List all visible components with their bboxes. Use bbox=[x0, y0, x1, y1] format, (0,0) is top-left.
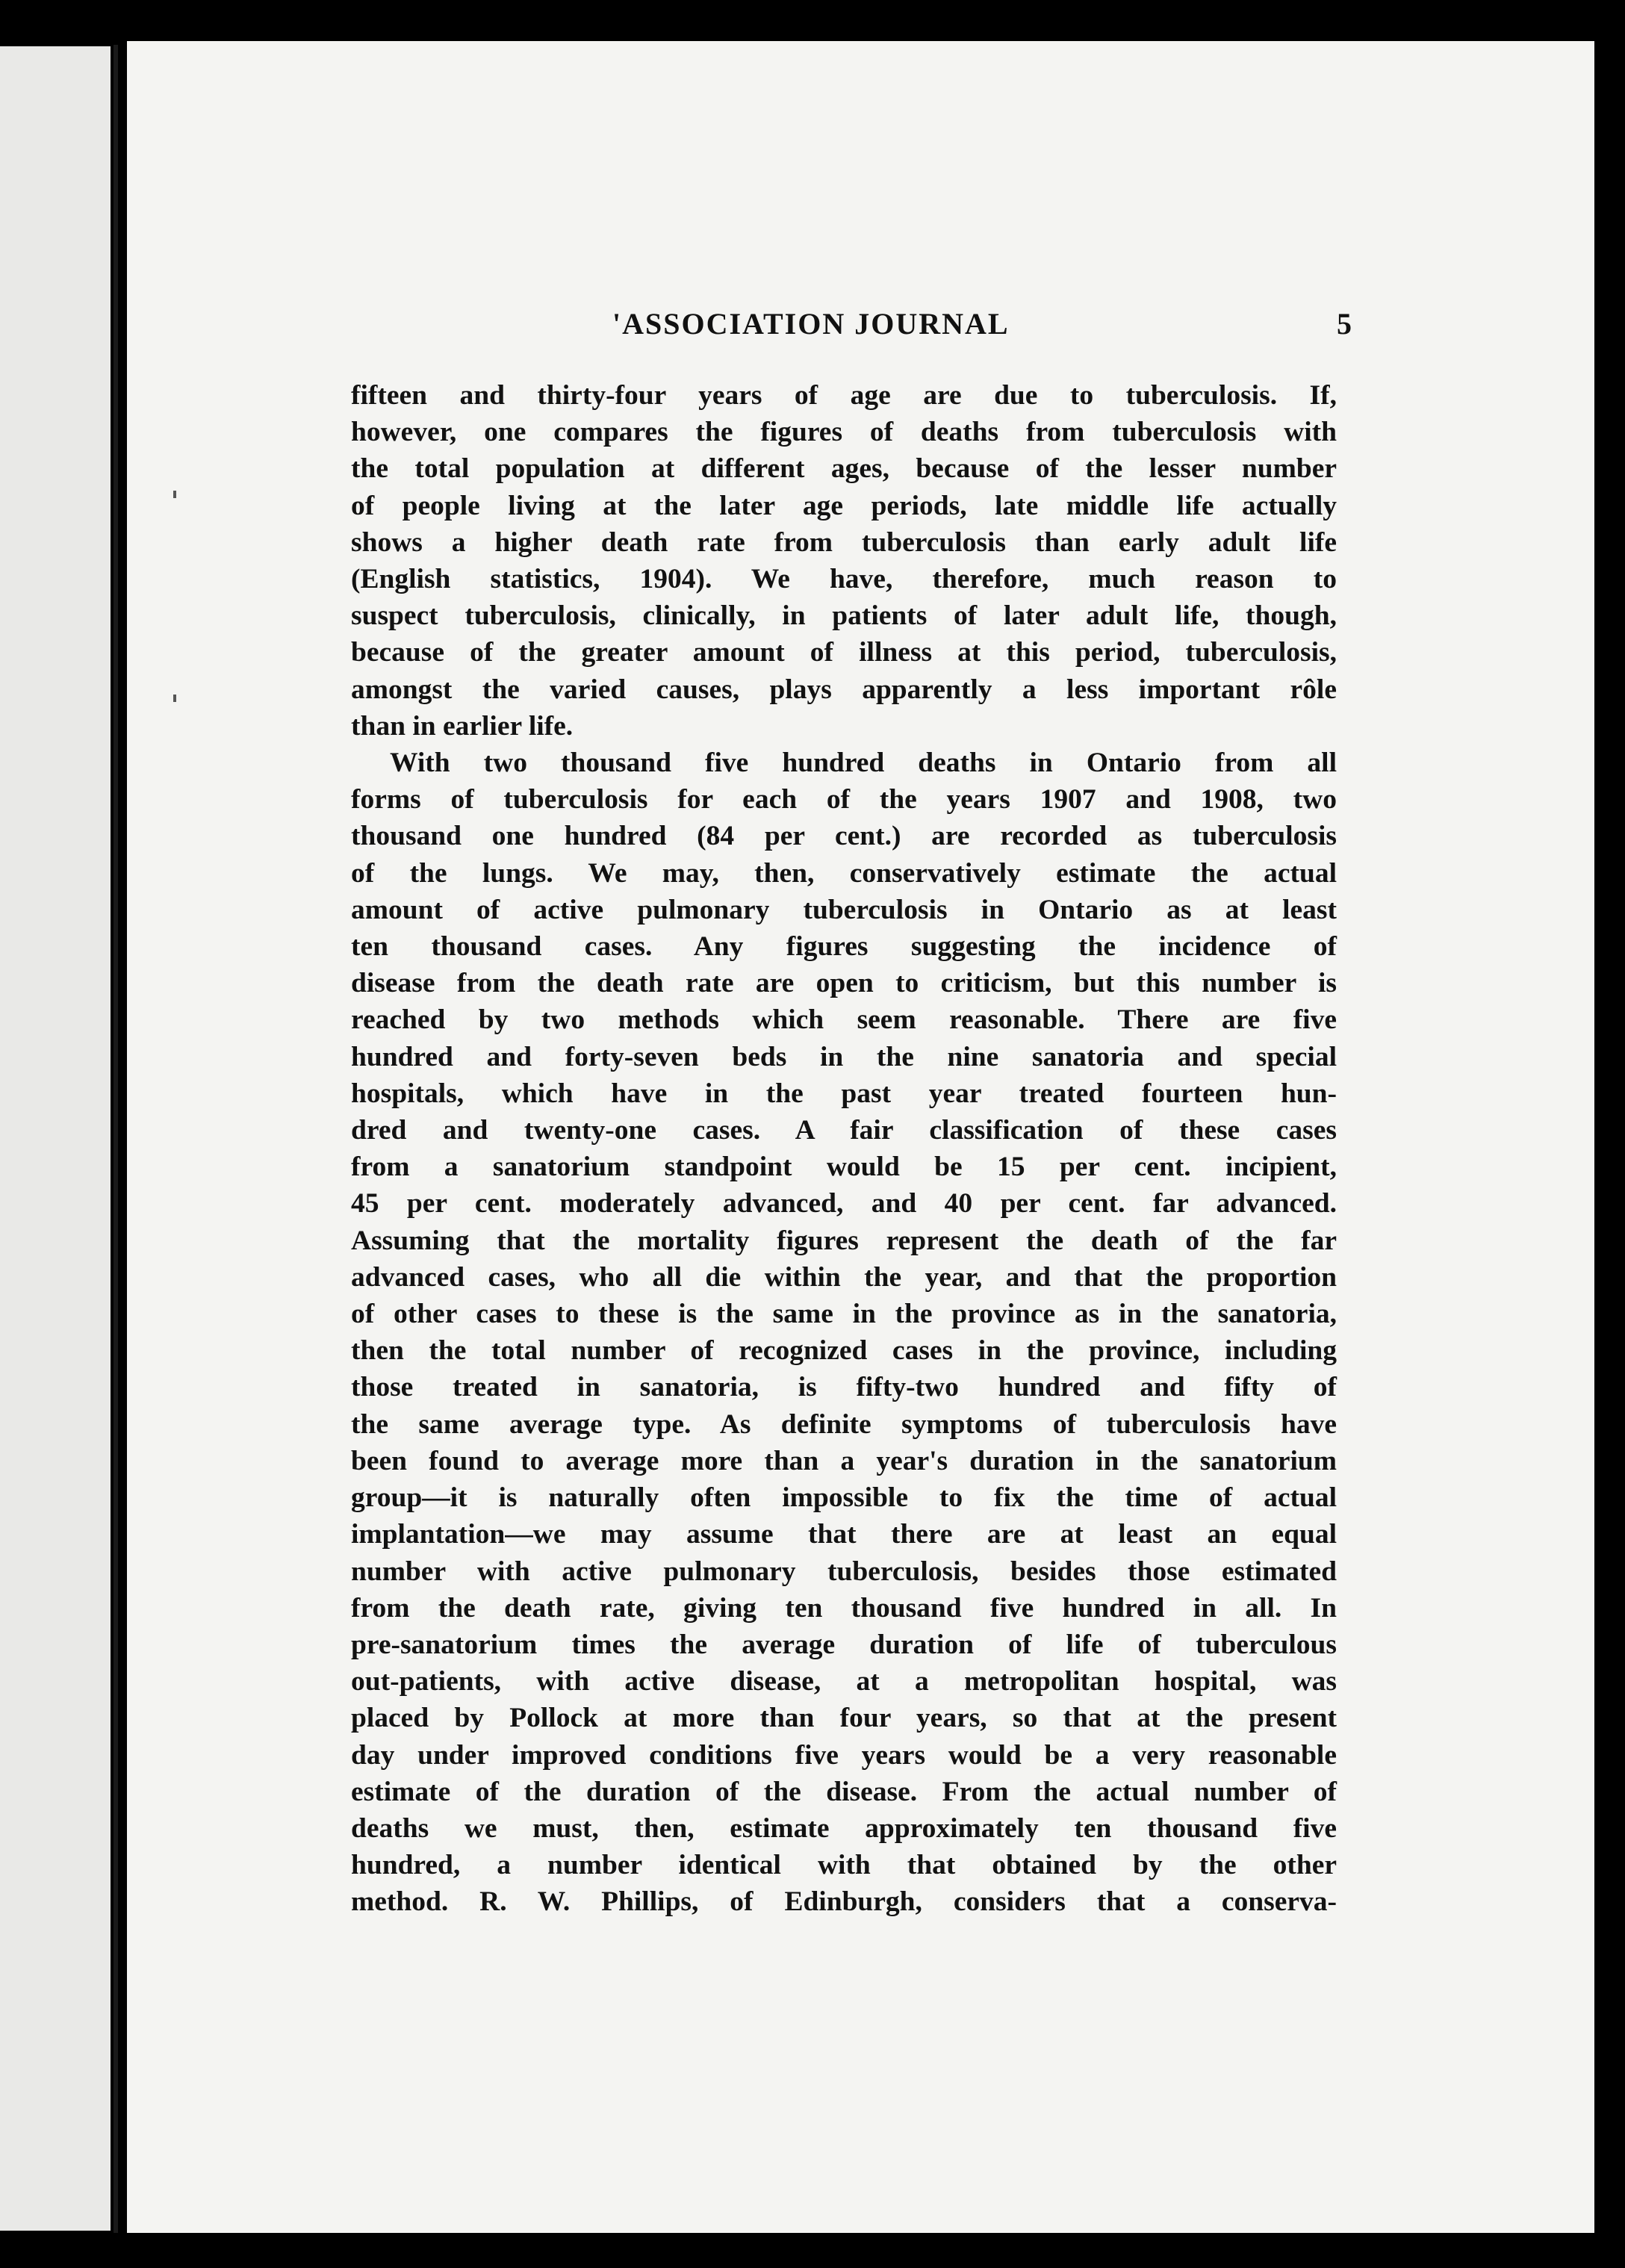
page-header bbox=[612, 306, 1352, 344]
body-text bbox=[351, 377, 1337, 1921]
text-line: implantation—we may assume that there are at least an equal bbox=[351, 1519, 1337, 1550]
text-line: of the lungs. We may, then, conservatively estimate the actual bbox=[351, 857, 1337, 889]
text-line: out-patients, with active disease, at a metropolitan hospital, was bbox=[351, 1666, 1337, 1697]
text-line: hospitals, which have in the past year treated fourteen hun- bbox=[351, 1078, 1337, 1109]
text-line: than in earlier life. bbox=[351, 710, 574, 742]
text-line: been found to average more than a year's duration in the sanatorium bbox=[351, 1445, 1337, 1476]
text-line: of other cases to these is the same in the province as in the sanatoria, bbox=[351, 1299, 1337, 1330]
scan-speck bbox=[173, 491, 176, 498]
text-line: deaths we must, then, estimate approximately ten thousand five bbox=[351, 1812, 1337, 1844]
text-line: reached by two methods which seem reasonable. There are five bbox=[351, 1004, 1337, 1036]
text-line: method. R. W. Phillips, of Edinburgh, considers that a conserva- bbox=[351, 1886, 1337, 1918]
text-line: Assuming that the mortality figures represent the death of the far bbox=[351, 1225, 1337, 1256]
text-line: number with active pulmonary tuberculosis, besides those estimated bbox=[351, 1556, 1337, 1587]
page-gutter bbox=[114, 45, 118, 2233]
text-line: amount of active pulmonary tuberculosis in Ontario as at least bbox=[351, 894, 1337, 925]
text-line: disease from the death rate are open to criticism, but this number is bbox=[351, 968, 1337, 999]
facing-page-edge bbox=[0, 46, 111, 2231]
text-line: estimate of the duration of the disease. From the actual number of bbox=[351, 1776, 1337, 1807]
text-line: from the death rate, giving ten thousand five hundred in all. In bbox=[351, 1592, 1337, 1624]
text-line: the same average type. As definite symptoms of tuberculosis have bbox=[351, 1408, 1337, 1440]
paragraph bbox=[351, 745, 1337, 1921]
text-line: With two thousand five hundred deaths in Ontario from all bbox=[390, 748, 1337, 779]
text-line: from a sanatorium standpoint would be 15 per cent. incipient, bbox=[351, 1152, 1337, 1183]
text-line: hundred and forty-seven beds in the nine sanatoria and special bbox=[351, 1041, 1337, 1072]
text-line: pre-sanatorium times the average duration of life of tuberculous bbox=[351, 1629, 1337, 1660]
text-line: thousand one hundred (84 per cent.) are recorded as tuberculosis bbox=[351, 821, 1337, 852]
text-line: then the total number of recognized cases in the province, including bbox=[351, 1335, 1337, 1367]
text-line: hundred, a number identical with that obtained by the other bbox=[351, 1850, 1337, 1881]
text-line: fifteen and thirty-four years of age are due to tuberculosis. If, bbox=[351, 380, 1337, 411]
text-line: the total population at different ages, because of the lesser number bbox=[351, 453, 1337, 485]
text-line: dred and twenty-one cases. A fair classification of these cases bbox=[351, 1115, 1337, 1146]
text-line: ten thousand cases. Any figures suggesting the incidence of bbox=[351, 931, 1337, 963]
text-line: of people living at the later age periods, late middle life actually bbox=[351, 490, 1337, 521]
running-head: 'ASSOCIATION JOURNAL bbox=[612, 307, 1010, 341]
text-line: because of the greater amount of illness at this period, tuberculosis, bbox=[351, 637, 1337, 668]
text-line: those treated in sanatoria, is fifty-two hundred and fifty of bbox=[351, 1372, 1337, 1403]
text-line: placed by Pollock at more than four years, so that at the present bbox=[351, 1703, 1337, 1734]
page-number: 5 bbox=[1337, 307, 1352, 341]
text-line: amongst the varied causes, plays apparently a less important rôle bbox=[351, 674, 1337, 705]
text-line: shows a higher death rate from tuberculosis than early adult life bbox=[351, 526, 1337, 558]
text-line: forms of tuberculosis for each of the years 1907 and 1908, two bbox=[351, 784, 1337, 815]
text-line: 45 per cent. moderately advanced, and 40 per cent. far advanced. bbox=[351, 1188, 1337, 1220]
text-line: group—it is naturally often impossible to fix the time of actual bbox=[351, 1482, 1337, 1514]
paragraph bbox=[351, 377, 1337, 745]
text-line: suspect tuberculosis, clinically, in patients of later adult life, though, bbox=[351, 600, 1337, 632]
scan-speck bbox=[173, 695, 176, 702]
text-line: day under improved conditions five years would be a very reasonable bbox=[351, 1739, 1337, 1771]
text-line: (English statistics, 1904). We have, therefore, much reason to bbox=[351, 564, 1337, 595]
text-line: however, one compares the figures of deaths from tuberculosis with bbox=[351, 417, 1337, 448]
text-line: advanced cases, who all die within the year, and that the proportion bbox=[351, 1261, 1337, 1293]
